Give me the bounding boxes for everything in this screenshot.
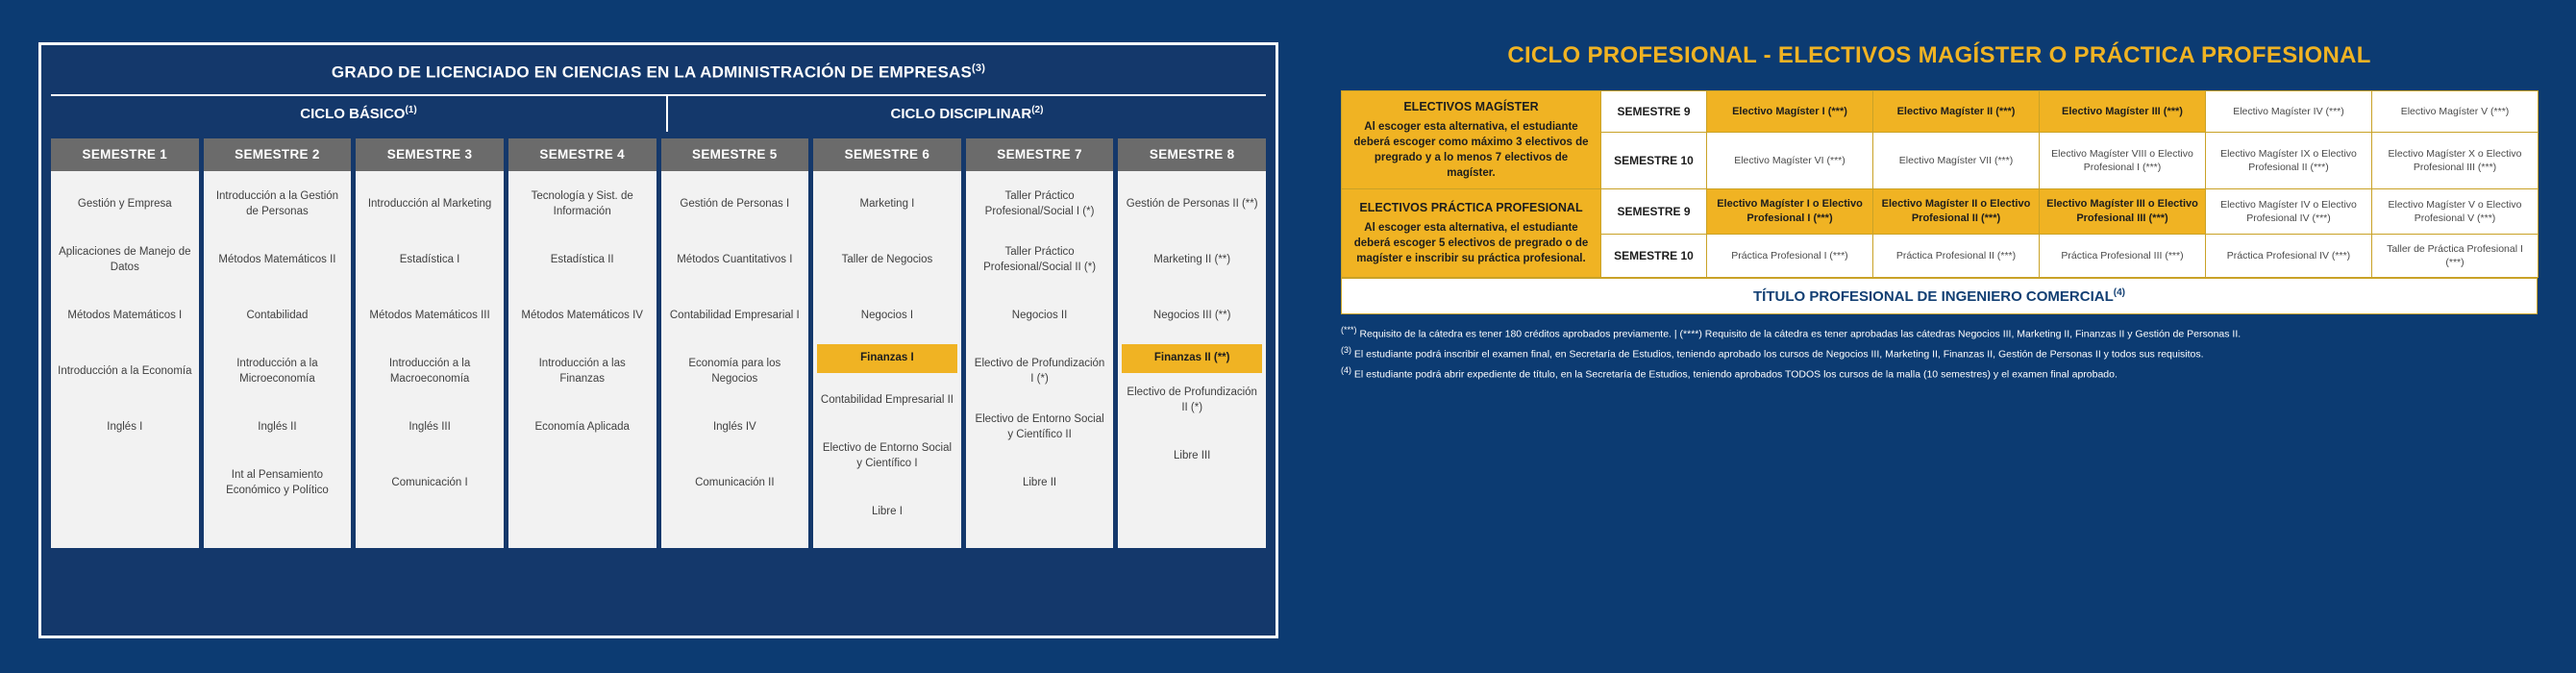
course-card[interactable]: Marketing II (**): [1153, 253, 1231, 265]
ciclo-profesional-panel: [1341, 42, 2538, 383]
cycle-disciplinar-footnote: (2): [1031, 104, 1044, 115]
semester-header-7: SEMESTRE 7: [966, 138, 1114, 171]
ciclo-profesional-title: CICLO PROFESIONAL - ELECTIVOS MAGÍSTER O PRÁCTICA PROFESIONAL: [1507, 42, 2371, 68]
course-card[interactable]: Introducción a la Macroeconomía: [388, 358, 471, 385]
course-card[interactable]: Taller de Negocios: [841, 253, 933, 265]
course-card[interactable]: Gestión y Empresa: [77, 197, 172, 210]
course-card[interactable]: Electivo de Profundización I (*): [974, 358, 1105, 385]
course-card[interactable]: Inglés I: [107, 420, 143, 433]
semester-column-6: [813, 138, 961, 548]
elective-cell[interactable]: Taller de Práctica Profesional I (***): [2372, 234, 2539, 277]
semester-header-2: SEMESTRE 2: [204, 138, 352, 171]
alternativa-practica-heading: ELECTIVOS PRÁCTICA PROFESIONAL: [1359, 201, 1583, 214]
semester-header-8: SEMESTRE 8: [1118, 138, 1266, 171]
footnote-marker: (3): [1341, 344, 1351, 355]
course-card[interactable]: Introducción a la Microeconomía: [236, 358, 318, 385]
semester-header-4: SEMESTRE 4: [508, 138, 656, 171]
alternativa-practica-description: Al escoger esta alternativa, el estudiante deberá escoger 5 electivos de pregrado o de magíster e inscribir su práctica profesional.: [1353, 221, 1589, 264]
cycle-disciplinar: [668, 96, 1266, 132]
grade-title-footnote: (3): [972, 62, 986, 74]
course-card[interactable]: Int al Pensamiento Económico y Político: [226, 469, 329, 496]
semester-body-2: [204, 171, 352, 548]
course-card[interactable]: Economía para los Negocios: [688, 358, 781, 385]
course-card[interactable]: Taller Práctico Profesional/Social I (*): [984, 190, 1095, 217]
semester-column-8: [1118, 138, 1266, 548]
footnote-item: [1341, 323, 2538, 343]
semester-body-7: [966, 171, 1114, 548]
footnotes: [1341, 323, 2538, 383]
semester-column-5: [661, 138, 809, 548]
elective-cell[interactable]: Electivo Magíster III o Electivo Profesional III (***): [2040, 188, 2206, 234]
course-card[interactable]: Electivo de Entorno Social y Científico I: [822, 442, 953, 469]
elective-cell[interactable]: Electivo Magíster II (***): [1873, 91, 2040, 133]
ciclo-profesional-table: [1341, 90, 2539, 278]
course-card[interactable]: Introducción a las Finanzas: [538, 358, 626, 385]
elective-cell[interactable]: Electivo Magíster V (***): [2372, 91, 2539, 133]
semester-label: SEMESTRE 10: [1601, 132, 1707, 188]
course-card[interactable]: Contabilidad Empresarial II: [820, 393, 954, 406]
cycle-basico-label: CICLO BÁSICO: [300, 105, 406, 122]
course-card[interactable]: Contabilidad Empresarial I: [669, 309, 800, 321]
course-card[interactable]: Economía Aplicada: [534, 420, 630, 433]
course-card[interactable]: Introducción a la Gestión de Personas: [215, 190, 339, 217]
elective-cell[interactable]: Electivo Magíster IV o Electivo Profesional IV (***): [2206, 188, 2372, 234]
semester-body-5: [661, 171, 809, 548]
course-card[interactable]: Métodos Matemáticos I: [67, 309, 183, 321]
page-title: [51, 53, 1266, 96]
elective-cell[interactable]: Práctica Profesional II (***): [1873, 234, 2040, 277]
pregrado-panel: [38, 42, 1278, 638]
alternativa-magister-description: Al escoger esta alternativa, el estudiante deberá escoger como máximo 3 electivos de pregrado y a lo menos 7 electivos de magíster.: [1353, 120, 1589, 179]
semester-column-1: [51, 138, 199, 548]
course-card[interactable]: Libre II: [1022, 476, 1057, 488]
semester-body-3: [356, 171, 504, 548]
footnote-text: El estudiante podrá inscribir el examen final, en Secretaría de Estudios, teniendo aprobado los cursos de Negocios III, Marketing II, Finanzas II, Gestión de Personas II y todos sus requisitos.: [1353, 348, 2204, 361]
course-card[interactable]: Estadística I: [399, 253, 460, 265]
footnote-marker: (***): [1341, 324, 1357, 335]
elective-cell[interactable]: Electivo Magíster IV (***): [2206, 91, 2372, 133]
cycle-basico-footnote: (1): [405, 104, 417, 115]
course-card-highlighted[interactable]: Finanzas II (**): [1122, 344, 1262, 373]
elective-cell[interactable]: Electivo Magíster VIII o Electivo Profesional I (***): [2040, 132, 2206, 188]
semester-label: SEMESTRE 10: [1601, 234, 1707, 277]
course-card[interactable]: Métodos Matemáticos II: [218, 253, 336, 265]
alternativa-magister-cell: [1342, 91, 1601, 189]
table-row: [1342, 188, 2539, 234]
course-card[interactable]: Gestión de Personas II (**): [1126, 197, 1258, 210]
titulo-profesional-footnote: (4): [2113, 287, 2125, 298]
semester-column-7: [966, 138, 1114, 548]
course-card[interactable]: Inglés II: [258, 420, 297, 433]
elective-cell[interactable]: Electivo Magíster I o Electivo Profesional I (***): [1707, 188, 1873, 234]
course-card[interactable]: Métodos Cuantitativos I: [677, 253, 793, 265]
course-card[interactable]: Métodos Matemáticos III: [369, 309, 490, 321]
semester-column-4: [508, 138, 656, 548]
footnote-item: [1341, 343, 2538, 363]
elective-cell[interactable]: Electivo Magíster VI (***): [1707, 132, 1873, 188]
course-card[interactable]: Negocios III (**): [1152, 309, 1231, 321]
footnote-text: Requisito de la cátedra es tener 180 créditos aprobados previamente. | (****) Requisito de la cátedra es tener aprobadas las cátedras Negocios III, Marketing II, Finanzas II y Gestión de Personas II.: [1359, 328, 2242, 340]
semester-header-1: SEMESTRE 1: [51, 138, 199, 171]
course-card[interactable]: Comunicación II: [695, 476, 775, 488]
semester-label: SEMESTRE 9: [1601, 188, 1707, 234]
semester-header-6: SEMESTRE 6: [813, 138, 961, 171]
semester-header-3: SEMESTRE 3: [356, 138, 504, 171]
course-card[interactable]: Contabilidad: [246, 309, 309, 321]
cycle-header-row: [51, 96, 1266, 132]
titulo-profesional-bar: [1341, 278, 2538, 314]
elective-cell[interactable]: Electivo Magíster X o Electivo Profesional III (***): [2372, 132, 2539, 188]
cycle-disciplinar-label: CICLO DISCIPLINAR: [890, 105, 1032, 122]
table-row: [1342, 91, 2539, 133]
course-card[interactable]: Inglés III: [409, 420, 451, 433]
course-card[interactable]: Inglés IV: [712, 420, 756, 433]
course-card[interactable]: Marketing I: [859, 197, 915, 210]
semester-body-4: [508, 171, 656, 548]
elective-cell[interactable]: Electivo Magíster III (***): [2040, 91, 2206, 133]
course-card[interactable]: Introducción al Marketing: [367, 197, 492, 210]
course-card[interactable]: Estadística II: [550, 253, 614, 265]
elective-cell[interactable]: Electivo Magíster I (***): [1707, 91, 1873, 133]
alternativa-practica-cell: [1342, 188, 1601, 277]
elective-cell[interactable]: Práctica Profesional I (***): [1707, 234, 1873, 277]
course-card[interactable]: Comunicación I: [391, 476, 468, 488]
course-card[interactable]: Taller Práctico Profesional/Social II (*): [983, 246, 1097, 273]
grade-title-text: GRADO DE LICENCIADO EN CIENCIAS EN LA ADMINISTRACIÓN DE EMPRESAS: [331, 62, 973, 82]
alternativa-magister-heading: ELECTIVOS MAGÍSTER: [1403, 100, 1539, 113]
elective-cell[interactable]: Electivo Magíster II o Electivo Profesional II (***): [1873, 188, 2040, 234]
course-card[interactable]: Tecnología y Sist. de Información: [531, 190, 633, 217]
course-card[interactable]: Libre III: [1174, 449, 1211, 461]
semester-body-8: [1118, 171, 1266, 548]
semester-body-1: [51, 171, 199, 548]
elective-cell[interactable]: Electivo Magíster V o Electivo Profesional V (***): [2372, 188, 2539, 234]
course-card[interactable]: Gestión de Personas I: [680, 197, 790, 210]
course-card[interactable]: Negocios II: [1011, 309, 1068, 321]
footnote-item: [1341, 363, 2538, 384]
elective-cell[interactable]: Electivo Magíster VII (***): [1873, 132, 2040, 188]
course-card[interactable]: Métodos Matemáticos IV: [521, 309, 643, 321]
semester-column-3: [356, 138, 504, 548]
course-card[interactable]: Electivo de Entorno Social y Científico II: [975, 413, 1104, 440]
elective-cell[interactable]: Práctica Profesional IV (***): [2206, 234, 2372, 277]
course-card-highlighted[interactable]: Finanzas I: [817, 344, 957, 373]
cycle-basico: [51, 96, 668, 132]
course-card[interactable]: Negocios I: [860, 309, 914, 321]
semester-grid: [51, 138, 1266, 548]
elective-cell[interactable]: Electivo Magíster IX o Electivo Profesional II (***): [2206, 132, 2372, 188]
course-card[interactable]: Libre I: [871, 505, 903, 517]
course-card[interactable]: Electivo de Profundización II (*): [1127, 386, 1257, 413]
footnote-marker: (4): [1341, 364, 1351, 375]
semester-body-6: [813, 171, 961, 548]
course-card[interactable]: Introducción a la Economía: [58, 364, 192, 377]
semester-label: SEMESTRE 9: [1601, 91, 1707, 133]
semester-column-2: [204, 138, 352, 548]
semester-header-5: SEMESTRE 5: [661, 138, 809, 171]
course-card[interactable]: Aplicaciones de Manejo de Datos: [59, 246, 191, 273]
footnote-text: El estudiante podrá abrir expediente de título, en la Secretaría de Estudios, teniendo aprobados TODOS los cursos de la malla (10 semestres) y el examen final aprobado.: [1353, 368, 2118, 381]
titulo-profesional-text: TÍTULO PROFESIONAL DE INGENIERO COMERCIAL: [1753, 287, 2114, 305]
elective-cell[interactable]: Práctica Profesional III (***): [2040, 234, 2206, 277]
